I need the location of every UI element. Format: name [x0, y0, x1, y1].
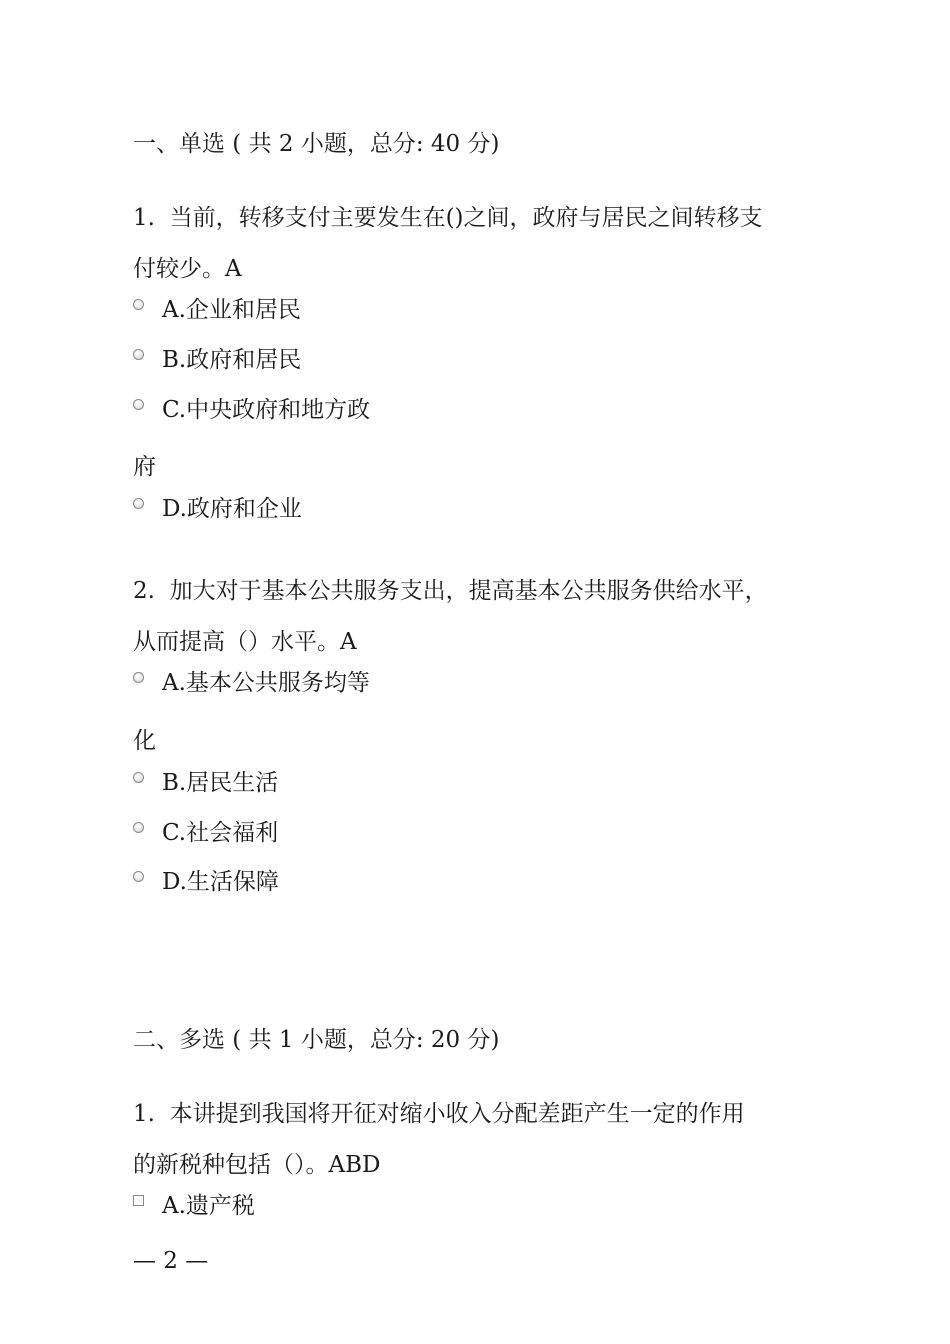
option-label: D.生活保障 — [162, 869, 279, 895]
q1-option-a[interactable] — [133, 295, 301, 325]
question-2-text-cont: 从而提高（）水平。A — [133, 629, 357, 655]
radio-button[interactable] — [133, 299, 144, 310]
section-heading-multiple-choice: 二、多选 ( 共 1 小题，总分: 20 分) — [133, 1027, 500, 1053]
q2-option-d[interactable] — [133, 867, 279, 897]
q1-option-b[interactable] — [133, 345, 301, 375]
question-3-text: 1. 本讲提到我国将开征对缩小收入分配差距产生一定的作用 — [133, 1101, 745, 1127]
radio-button[interactable] — [133, 399, 144, 410]
radio-button[interactable] — [133, 498, 144, 509]
option-label-wrap: 化 — [133, 728, 156, 754]
question-1-text: 1. 当前，转移支付主要发生在()之间，政府与居民之间转移支 — [133, 205, 763, 231]
radio-button[interactable] — [133, 772, 144, 783]
option-label: D.政府和企业 — [162, 496, 302, 522]
question-2-text: 2. 加大对于基本公共服务支出，提高基本公共服务供给水平， — [133, 578, 768, 604]
option-label: A.遗产税 — [162, 1193, 255, 1219]
option-label: A.基本公共服务均等 — [162, 670, 370, 696]
checkbox[interactable] — [133, 1195, 144, 1206]
q2-option-b[interactable] — [133, 768, 278, 798]
question-3-text-cont: 的新税种包括（）。ABD — [133, 1152, 381, 1178]
option-label: C.中央政府和地方政 — [162, 397, 371, 423]
option-label: B.政府和居民 — [162, 347, 302, 373]
radio-button[interactable] — [133, 871, 144, 882]
option-label: B.居民生活 — [162, 770, 279, 796]
radio-button[interactable] — [133, 672, 144, 683]
radio-button[interactable] — [133, 349, 144, 360]
q1-option-d[interactable] — [133, 494, 302, 524]
radio-button[interactable] — [133, 822, 144, 833]
q1-option-c[interactable] — [133, 395, 370, 425]
page-number: — 2 — — [133, 1248, 209, 1274]
q3-option-a[interactable] — [133, 1191, 255, 1221]
option-label: A.企业和居民 — [162, 297, 301, 323]
option-label-wrap: 府 — [133, 454, 156, 480]
question-1-text-cont: 付较少。A — [133, 256, 242, 282]
q2-option-a[interactable] — [133, 668, 370, 698]
q2-option-c[interactable] — [133, 818, 278, 848]
section-heading-single-choice: 一、单选 ( 共 2 小题，总分: 40 分) — [133, 131, 500, 157]
option-label: C.社会福利 — [162, 820, 279, 846]
